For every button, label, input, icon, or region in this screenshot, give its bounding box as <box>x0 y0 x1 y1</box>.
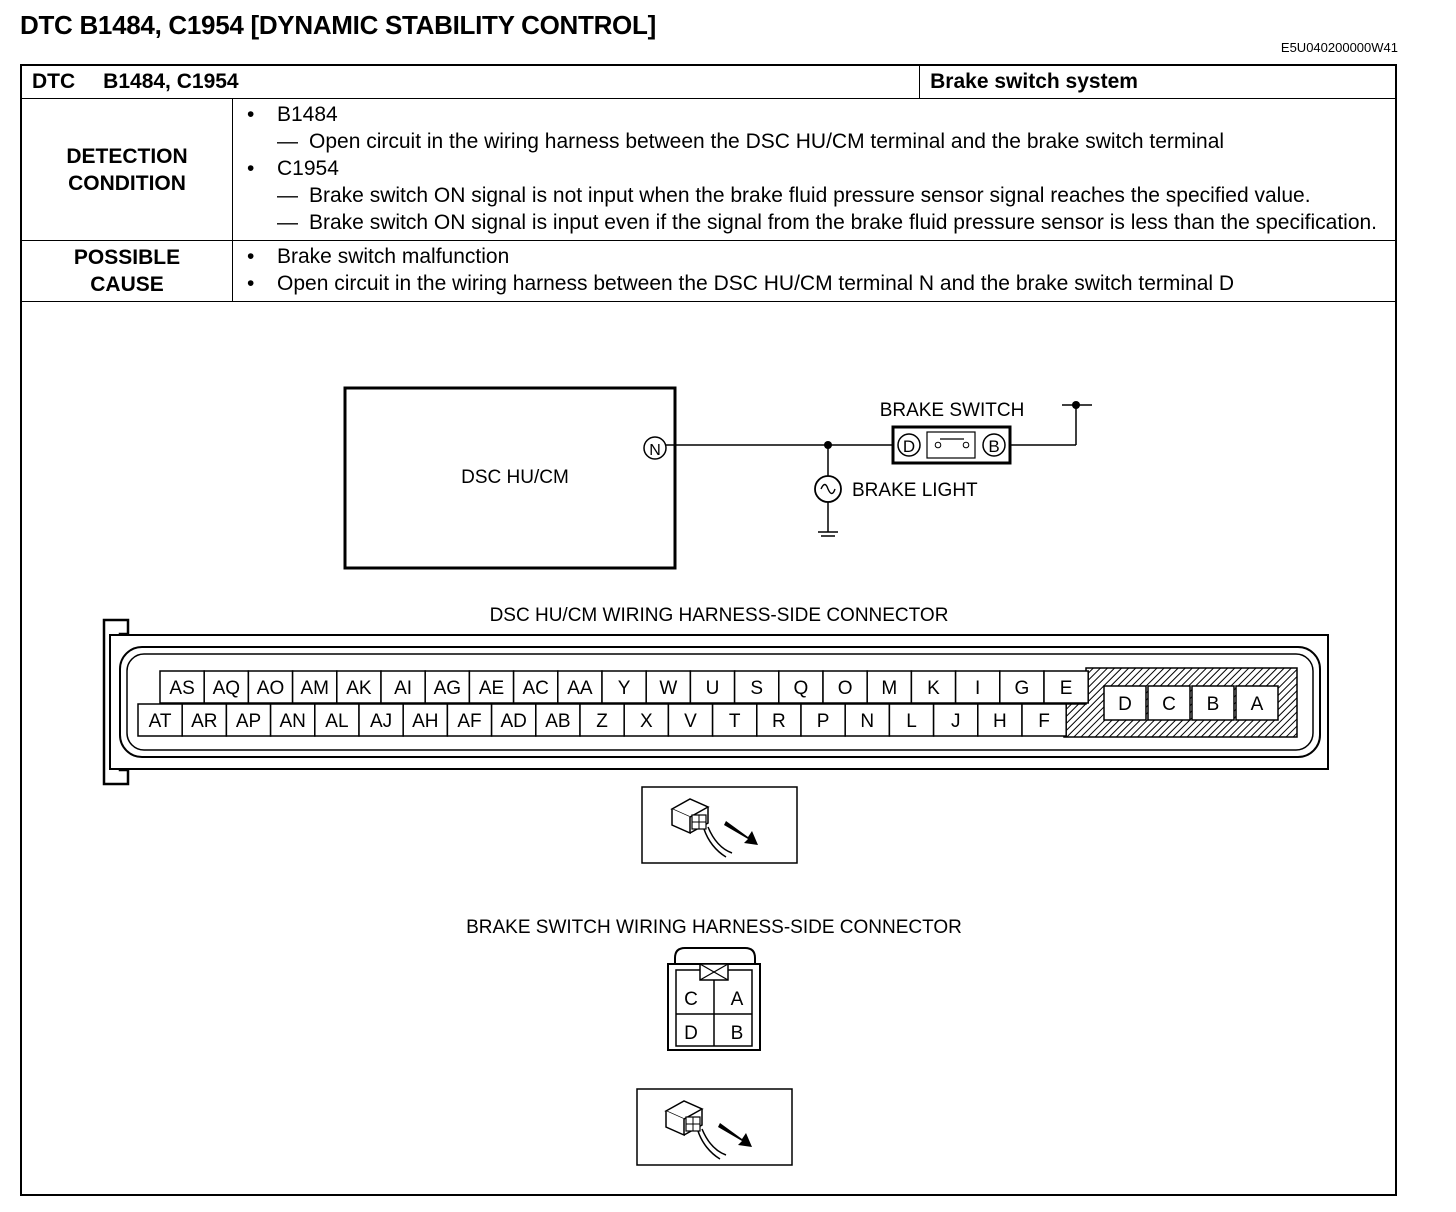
connector-view-icon-2 <box>637 1089 792 1165</box>
connector1-pin: J <box>950 710 961 732</box>
brake-light-label: BRAKE LIGHT <box>852 480 978 501</box>
brake-switch-connector <box>668 948 760 1050</box>
connector1-pin: AQ <box>212 677 241 699</box>
c1954-bullet: • C1954 <box>245 155 1387 182</box>
connector1-pin: AM <box>300 677 329 699</box>
b1484-item: — Open circuit in the wiring harness between the DSC HU/CM terminal and the brake switch terminal <box>245 128 1387 155</box>
connector1-pin: S <box>750 677 764 699</box>
connector1-pin: AF <box>457 710 482 732</box>
circuit-wires <box>666 405 1092 536</box>
connector1-title: DSC HU/CM WIRING HARNESS-SIDE CONNECTOR <box>489 605 949 626</box>
dtc-codes: B1484, C1954 <box>103 70 239 93</box>
possible-cause-label: POSSIBLE CAUSE <box>22 241 233 302</box>
b1484-bullet: • B1484 <box>245 101 1387 128</box>
junction-dot <box>824 441 832 449</box>
connector1-pin: AI <box>394 677 413 699</box>
connector1-pin: Z <box>596 710 608 732</box>
connector1-pin: H <box>993 710 1007 732</box>
connector1-pin: W <box>659 677 678 699</box>
c1954-item-1: — Brake switch ON signal is not input when the brake fluid pressure sensor signal reaches the specified value. <box>245 182 1387 209</box>
connector1-pin: K <box>927 677 940 699</box>
connector1-pin: AT <box>148 710 172 732</box>
connector1-pin: M <box>881 677 898 699</box>
connector1-pin: AA <box>567 677 593 699</box>
connector1-pin: L <box>906 710 917 732</box>
connector1-large-pin: A <box>1250 693 1264 715</box>
connector1-pin: T <box>728 710 741 732</box>
brake-switch <box>880 400 1025 463</box>
connector1-pin: AL <box>325 710 349 732</box>
connector1-pin: I <box>975 677 981 699</box>
system-name: Brake switch system <box>920 66 1395 99</box>
dsc-hucm-connector <box>104 620 1328 784</box>
brake-light <box>815 476 978 502</box>
connector1-large-pin: D <box>1118 693 1132 715</box>
connector1-pin: Y <box>617 677 631 699</box>
connector1-bottom-row <box>138 704 1066 736</box>
connector1-pin: F <box>1038 710 1050 732</box>
connector1-pin: O <box>837 677 853 699</box>
connector1-pin: G <box>1014 677 1030 699</box>
connector1-pin: U <box>705 677 720 699</box>
connector1-pin: R <box>772 710 786 732</box>
connector1-pin: AE <box>478 677 505 699</box>
connector1-pin: N <box>860 710 875 732</box>
connector-view-icon-1 <box>642 787 797 863</box>
connector1-pin: Q <box>793 677 809 699</box>
connector1-pin: AJ <box>370 710 393 732</box>
connector1-pin: AC <box>522 677 549 699</box>
connector1-pin: P <box>816 710 830 732</box>
switch-terminal-b: B <box>988 437 1000 456</box>
connector1-pin: AK <box>346 677 372 699</box>
page-title: DTC B1484, C1954 [DYNAMIC STABILITY CONTROL] <box>20 10 656 40</box>
connector1-pin: AP <box>235 710 262 732</box>
connector1-pin: AO <box>256 677 285 699</box>
connector1-pin: V <box>684 710 697 732</box>
brake-switch-pin: D <box>684 1023 698 1044</box>
module-terminal-label: N <box>649 442 661 459</box>
document-id: E5U040200000W41 <box>1280 40 1398 55</box>
cause-item: • Open circuit in the wiring harness between the DSC HU/CM terminal N and the brake switch terminal D <box>245 270 1387 297</box>
connector1-pin: AH <box>412 710 439 732</box>
brake-switch-label: BRAKE SWITCH <box>879 400 1025 421</box>
connector1-pin: AR <box>191 710 218 732</box>
dtc-label: DTC <box>32 70 76 93</box>
brake-switch-pin: B <box>730 1023 744 1044</box>
detection-condition-label: DETECTION CONDITION <box>22 99 233 241</box>
cause-item: • Brake switch malfunction <box>245 243 1387 270</box>
dsc-hucm-module <box>345 388 675 568</box>
connector1-pin: AN <box>279 710 306 732</box>
connector1-pin: E <box>1059 677 1073 699</box>
connector1-large-pin: C <box>1162 693 1176 715</box>
connector1-pin: X <box>639 710 653 732</box>
power-dot <box>1072 401 1080 409</box>
switch-terminal-d: D <box>902 437 916 456</box>
brake-switch-pin: A <box>730 989 744 1010</box>
connector2-title: BRAKE SWITCH WIRING HARNESS-SIDE CONNECTOR <box>466 917 962 938</box>
connector1-top-row <box>160 671 1088 703</box>
module-label: DSC HU/CM <box>461 467 569 488</box>
connector1-large-pin: B <box>1206 693 1220 715</box>
brake-switch-pin: C <box>684 989 698 1010</box>
connector1-pin: AB <box>545 710 571 732</box>
c1954-item-2: — Brake switch ON signal is input even if the signal from the brake fluid pressure sensor is less than the specification. <box>245 209 1387 236</box>
connector1-pin: AS <box>169 677 195 699</box>
connector1-pin: AG <box>433 677 462 699</box>
connector1-pin: AD <box>500 710 527 732</box>
